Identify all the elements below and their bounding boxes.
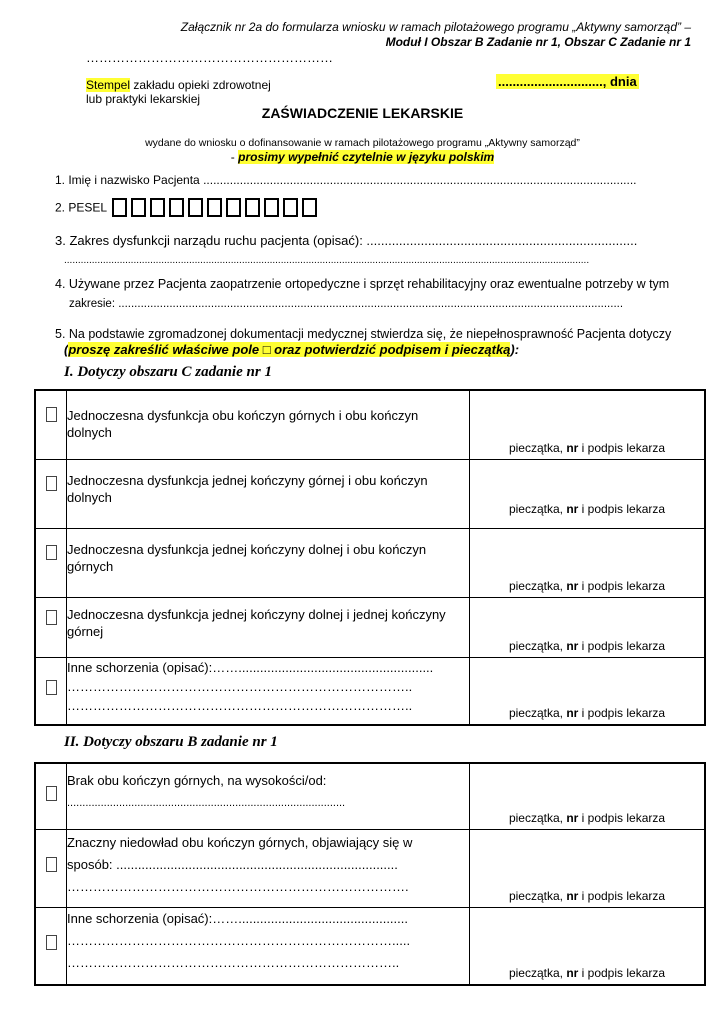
subtitle: wydane do wniosku o dofinansowanie w ramach pilotażowego programu „Aktywny samorząd”: [145, 137, 580, 149]
paren-close: ):: [510, 342, 520, 357]
signature-label: [470, 706, 704, 724]
document-title: ZAŚWIADCZENIE LEKARSKIE: [261, 105, 464, 121]
signature-post: i podpis lekarza: [578, 706, 666, 720]
signature-label: [470, 811, 704, 829]
pesel-digit-box[interactable]: [283, 198, 298, 217]
table-row: [35, 528, 705, 597]
pesel-digit-box[interactable]: [188, 198, 203, 217]
header-annex-line: Załącznik nr 2a do formularza wniosku w ramach pilotażowego programu „Aktywny samorząd” –: [180, 20, 691, 34]
item-4-continuation[interactable]: zakresie: ..............................................................................................................................................................: [69, 298, 624, 310]
item-1-name[interactable]: 1. Imię i nazwisko Pacjenta ..................................................................................................................................: [55, 173, 637, 187]
checkbox-cell[interactable]: [35, 657, 67, 725]
row-text-line[interactable]: ……………………………………………………………………..: [67, 678, 413, 694]
header-module-line: Moduł I Obszar B Zadanie nr 1, Obszar C Zadanie nr 1: [385, 35, 691, 49]
checkbox[interactable]: [46, 935, 57, 950]
signature-nr: nr: [566, 706, 579, 720]
checkbox-cell[interactable]: [35, 528, 67, 597]
item-5-instruction: [64, 342, 519, 357]
signature-label: [470, 889, 704, 907]
signature-label: [470, 579, 704, 597]
section-2-table: [34, 762, 706, 986]
stamp-label-line2: lub praktyki lekarskiej: [86, 92, 201, 106]
checkbox-cell[interactable]: [35, 597, 67, 657]
row-text: [67, 528, 470, 597]
row-text-line: dolnych: [67, 425, 112, 440]
subtitle-instruction: [0, 150, 725, 164]
table-row: [35, 459, 705, 528]
row-text-line: dolnych: [67, 489, 112, 505]
row-text-line[interactable]: ………………………………………………………………….....: [67, 932, 411, 948]
checkbox-cell[interactable]: [35, 829, 67, 907]
section-1-title: I. Dotyczy obszaru C zadanie nr 1: [64, 364, 272, 380]
pesel-digit-box[interactable]: [207, 198, 222, 217]
item-2-pesel[interactable]: [55, 198, 321, 217]
subtitle-prefix: -: [230, 150, 239, 164]
pesel-digit-box[interactable]: [131, 198, 146, 217]
signature-post: i podpis lekarza: [578, 501, 666, 516]
signature-nr: nr: [566, 501, 579, 516]
pesel-boxes[interactable]: [112, 200, 321, 214]
signature-pre: pieczątka,: [508, 501, 567, 516]
table-row: [35, 829, 705, 907]
signature-cell[interactable]: [470, 829, 706, 907]
row-text: [67, 829, 470, 907]
signature-cell[interactable]: [470, 907, 706, 985]
row-text-line: Brak obu kończyn górnych, na wysokości/od:: [67, 773, 327, 788]
checkbox-cell[interactable]: [35, 907, 67, 985]
item-4-equipment: 4. Używane przez Pacjenta zaopatrzenie ortopedyczne i sprzęt rehabilitacyjny oraz ewentualne potrzeby w tym: [55, 277, 670, 291]
pesel-label: 2. PESEL: [55, 200, 108, 215]
signature-label: [470, 441, 704, 459]
pesel-digit-box[interactable]: [169, 198, 184, 217]
row-text: [67, 390, 470, 459]
pesel-digit-box[interactable]: [264, 198, 279, 217]
row-text-line: górnej: [67, 623, 104, 639]
signature-cell[interactable]: [470, 763, 706, 829]
signature-pre: pieczątka,: [508, 706, 567, 720]
row-text-line[interactable]: Inne schorzenia (opisać):……......................................................: [67, 659, 434, 675]
row-text: [67, 657, 470, 725]
row-text-line[interactable]: …………………………………………………………………….: [67, 878, 409, 894]
signature-pre: pieczątka,: [508, 810, 567, 825]
signature-nr: nr: [566, 440, 579, 455]
checkbox[interactable]: [46, 786, 57, 801]
paren-open: (: [64, 342, 69, 357]
row-text-line[interactable]: ……………………………………………………………………..: [67, 697, 413, 713]
signature-nr: nr: [566, 966, 579, 980]
signature-nr: nr: [566, 578, 579, 593]
item-3-dysfunction[interactable]: 3. Zakres dysfunkcji narządu ruchu pacjenta (opisać): ...........................................................................: [55, 233, 638, 248]
signature-pre: pieczątka,: [508, 888, 567, 903]
signature-post: i podpis lekarza: [578, 810, 666, 825]
signature-cell[interactable]: [470, 657, 706, 725]
row-text-line[interactable]: Inne schorzenia (opisać):……...............................................: [67, 910, 408, 926]
pesel-digit-box[interactable]: [150, 198, 165, 217]
signature-cell[interactable]: [470, 459, 706, 528]
signature-label: [470, 639, 704, 657]
item-5-instruction-highlight: proszę zakreślić właściwe pole □ oraz potwierdzić podpisem i pieczątką: [68, 342, 511, 357]
stamp-label-rest: zakładu opieki zdrowotnej: [130, 78, 271, 92]
signature-cell[interactable]: [470, 390, 706, 459]
stamp-label: [86, 78, 271, 92]
table-row: [35, 763, 705, 829]
signature-cell[interactable]: [470, 528, 706, 597]
checkbox[interactable]: [46, 680, 57, 695]
signature-nr: nr: [566, 888, 579, 903]
signature-post: i podpis lekarza: [578, 578, 666, 593]
date-field[interactable]: ............................., dnia: [498, 74, 637, 89]
table-row: [35, 390, 705, 459]
signature-post: i podpis lekarza: [578, 638, 666, 653]
checkbox[interactable]: [46, 610, 57, 625]
checkbox[interactable]: [46, 407, 57, 422]
pesel-digit-box[interactable]: [112, 198, 127, 217]
row-text: [67, 907, 470, 985]
section-2-title: II. Dotyczy obszaru B zadanie nr 1: [64, 734, 278, 750]
signature-pre: pieczątka,: [508, 966, 567, 980]
row-text-line[interactable]: sposób: ..............................................................................: [67, 856, 398, 872]
signature-label: [470, 966, 704, 984]
table-row: [35, 657, 705, 725]
row-text: [67, 597, 470, 657]
checkbox[interactable]: [46, 857, 57, 872]
signature-cell[interactable]: [470, 597, 706, 657]
header-dots: …………………………………………………: [86, 50, 333, 65]
stamp-highlight: Stempel: [86, 78, 131, 92]
pesel-digit-box[interactable]: [226, 198, 241, 217]
checkbox-cell[interactable]: [35, 763, 67, 829]
signature-post: i podpis lekarza: [578, 440, 666, 455]
checkbox-cell[interactable]: [35, 390, 67, 459]
signature-post: i podpis lekarza: [578, 966, 666, 980]
checkbox[interactable]: [46, 545, 57, 560]
signature-post: i podpis lekarza: [578, 888, 666, 903]
signature-label: [470, 502, 704, 528]
row-text-line: Znaczny niedowład obu kończyn górnych, objawiający się w: [67, 834, 413, 850]
checkbox-cell[interactable]: [35, 459, 67, 528]
pesel-digit-box[interactable]: [302, 198, 317, 217]
signature-pre: pieczątka,: [508, 638, 567, 653]
row-text-line: Jednoczesna dysfunkcja jednej kończyny dolnej i jednej kończyny: [67, 606, 446, 622]
row-text-line: Jednoczesna dysfunkcja obu kończyn górnych i obu kończyn: [67, 408, 419, 423]
signature-pre: pieczątka,: [508, 578, 567, 593]
table-row: [35, 907, 705, 985]
item-3-continuation[interactable]: .............................................................................................................................................................................................: [64, 255, 590, 266]
signature-nr: nr: [566, 810, 579, 825]
row-text-line[interactable]: …………………………………………………………………..: [67, 954, 400, 970]
row-text-line: górnych: [67, 558, 114, 574]
row-text-line: Jednoczesna dysfunkcja jednej kończyny górnej i obu kończyn: [67, 472, 428, 488]
instruction-highlight: prosimy wypełnić czytelnie w języku polskim: [238, 150, 495, 164]
table-row: [35, 597, 705, 657]
checkbox[interactable]: [46, 476, 57, 491]
pesel-digit-box[interactable]: [245, 198, 260, 217]
section-1-table: [34, 389, 706, 726]
row-text-line[interactable]: ...........................................................................................: [67, 797, 346, 809]
item-5-disability: 5. Na podstawie zgromadzonej dokumentacji medycznej stwierdza się, że niepełnosprawność Pacjenta dotyczy: [55, 327, 672, 341]
signature-nr: nr: [566, 638, 579, 653]
row-text: [67, 459, 470, 528]
signature-pre: pieczątka,: [508, 440, 567, 455]
row-text-line: Jednoczesna dysfunkcja jednej kończyny dolnej i obu kończyn: [67, 541, 427, 557]
row-text: [67, 763, 470, 829]
